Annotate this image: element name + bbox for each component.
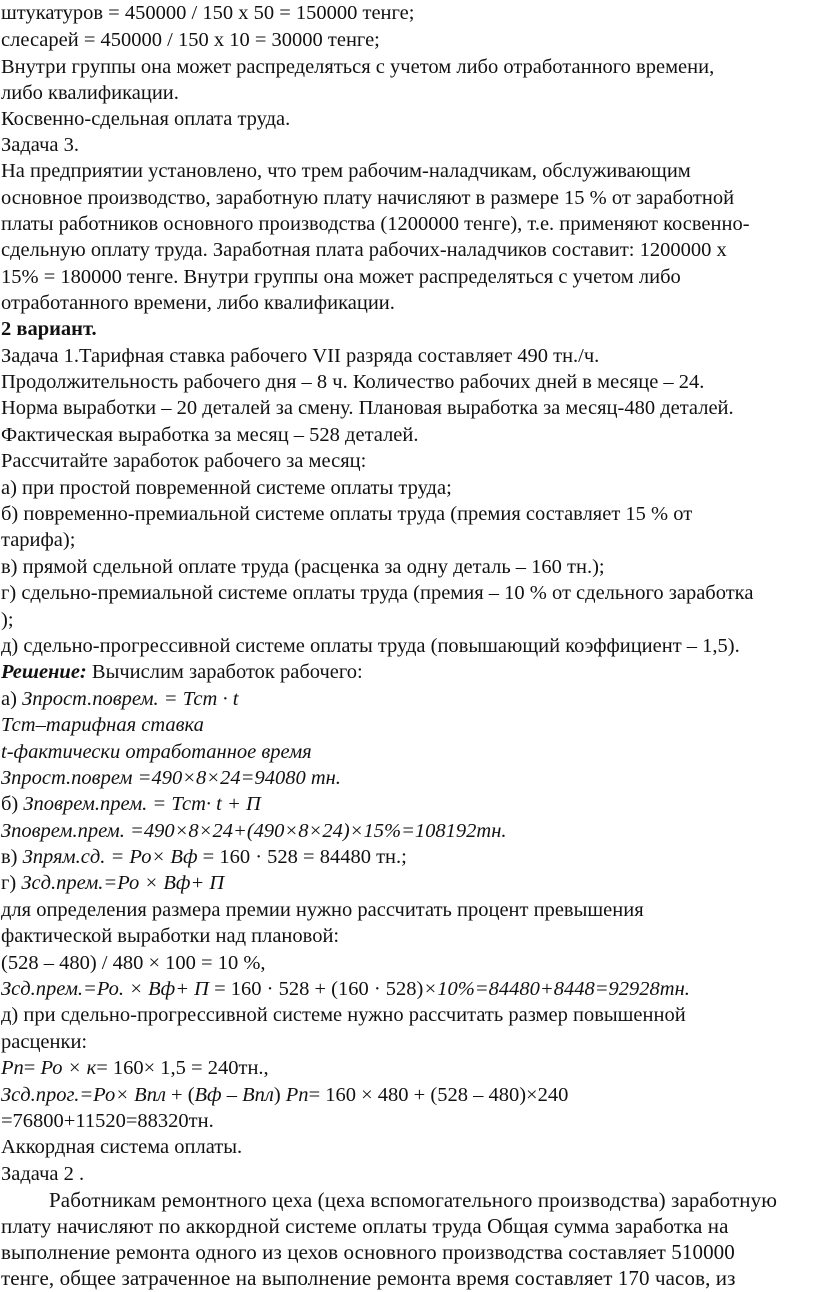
text-line: слесарей = 450000 / 150 х 10 = 30000 тенге; [1, 29, 380, 51]
formula-result: ×10%=84480+8448=92928тн. [423, 978, 690, 1000]
formula: Зсд.прем.=Ро × Вф+ П [21, 872, 225, 894]
task-statement: Задача 1.Тарифная ставка рабочего VII разряда составляет 490 тн./ч. [1, 345, 600, 367]
text-line: Фактическая выработка за месяц – 528 деталей. [1, 424, 419, 446]
text-line: На предприятии установлено, что трем рабочим-наладчикам, обслуживающим [1, 160, 691, 182]
formula-result: Зпрост.поврем =490×8×24=94080 тн. [1, 767, 341, 789]
formula-line [1, 844, 407, 871]
list-item: а) при простой повременной системе оплаты труда; [1, 477, 452, 499]
formula-marker: а) [1, 688, 23, 710]
formula-definition: Тст–тарифная ставка [1, 714, 204, 736]
formula-line [1, 976, 690, 1003]
list-item: б) повременно-премиальной системе оплаты труда (премия составляет 15 % от [1, 503, 693, 525]
section-heading: Аккордная система оплаты. [1, 1136, 243, 1158]
text-line: сдельную оплату труда. Заработная плата рабочих-наладчиков составит: 1200000 х [1, 239, 727, 261]
formula-value: = 160 · 528 + (160 · 528) [208, 978, 424, 1000]
text-line: ); [1, 609, 14, 631]
formula-marker: в) [1, 846, 23, 868]
formula-operator: = [23, 1057, 41, 1079]
formula-operator: ) [273, 1084, 286, 1106]
formula-line [1, 1055, 269, 1082]
formula: Вф – Впл [194, 1084, 274, 1106]
text-line: отработанного времени, либо квалификации. [1, 292, 395, 314]
text-line: тенге, общее затраченное на выполнение ремонта время составляет 170 часов, из [1, 1266, 736, 1290]
task-heading: Задача 2 . [1, 1163, 85, 1185]
formula-value: = 160 × 480 + (528 – 480)×240 [308, 1084, 569, 1106]
formula: Зпрост.поврем. = Тст · t [22, 688, 239, 710]
text-line: плату начисляют по аккордной системе оплаты труда Общая сумма заработка на [1, 1214, 729, 1238]
text-line: либо квалификации. [1, 82, 179, 104]
formula-line [1, 791, 261, 818]
formula-line [1, 686, 238, 713]
text-line: 15% = 180000 тенге. Внутри группы она может распределяться с учетом либо [1, 266, 681, 288]
formula-symbol: Рп [1, 1057, 24, 1079]
text-line: Рассчитайте заработок рабочего за месяц: [1, 450, 367, 472]
formula-marker: г) [1, 872, 22, 894]
formula-value: = 160 · 528 = 84480 тн.; [197, 846, 407, 868]
formula-line [1, 1082, 568, 1109]
formula-line [1, 870, 224, 897]
task-heading: Задача 3. [1, 134, 79, 156]
paragraph-first-line: Работникам ремонтного цеха (цеха вспомогательного производства) заработную [49, 1188, 777, 1212]
text-line: фактической выработки над плановой: [1, 925, 340, 947]
formula-marker: б) [1, 793, 24, 815]
formula-definition: t-фактически отработанное время [1, 741, 312, 763]
formula-result: Зповрем.прем. =490×8×24+(490×8×24)×15%=108192тн. [1, 820, 507, 842]
solution-line [1, 659, 363, 686]
formula-value: = 160× 1,5 = 240тн., [96, 1057, 269, 1079]
text-line: для определения размера премии нужно рассчитать процент превышения [1, 899, 644, 921]
list-item: г) сдельно-премиальной системе оплаты труда (премия – 10 % от сдельного заработка [1, 582, 754, 604]
formula: Ро × к [40, 1057, 97, 1079]
list-item: в) прямой сдельной оплате труда (расценка за одну деталь – 160 тн.); [1, 556, 605, 578]
text-line: выполнение ремонта одного из цехов основного производства составляет 510000 [1, 1240, 735, 1264]
text-line: (528 – 480) / 480 × 100 = 10 %, [1, 952, 266, 974]
formula-result: =76800+11520=88320тн. [1, 1110, 214, 1132]
list-item: д) сдельно-прогрессивной системе оплаты труда (повышающий коэффициент – 1,5). [1, 635, 740, 657]
variant-heading: 2 вариант. [1, 318, 97, 340]
solution-label: Решение: [1, 661, 87, 683]
section-heading: Косвенно-сдельная оплата труда. [1, 108, 291, 130]
text-line: тарифа); [1, 529, 76, 551]
formula: Зсд.прог.=Ро× Впл [1, 1084, 166, 1106]
formula-operator: + ( [165, 1084, 195, 1106]
text-line: Внутри группы она может распределяться с учетом либо отработанного времени, [1, 56, 715, 78]
formula: Зсд.прем.=Ро. × Вф+ П [1, 978, 209, 1000]
text-line: Продолжительность рабочего дня – 8 ч. Количество рабочих дней в месяце – 24. [1, 371, 705, 393]
text-line: расценки: [1, 1031, 88, 1053]
solution-text: Вычислим заработок рабочего: [86, 661, 363, 683]
formula-symbol: Рп [285, 1084, 309, 1106]
text-line: д) при сдельно-прогрессивной системе нужно рассчитать размер повышенной [1, 1004, 686, 1026]
text-line: штукатуров = 450000 / 150 х 50 = 150000 тенге; [1, 2, 415, 24]
formula: Зпрям.сд. = Ро× Вф [22, 846, 198, 868]
text-line: Норма выработки – 20 деталей за смену. Плановая выработка за месяц-480 деталей. [1, 397, 734, 419]
text-line: основное производство, заработную плату начисляют в размере 15 % от заработной [1, 187, 735, 209]
text-line: платы работников основного производства (1200000 тенге), т.е. применяют косвенно- [1, 213, 750, 235]
formula: Зповрем.прем. = Тст· t + П [23, 793, 261, 815]
